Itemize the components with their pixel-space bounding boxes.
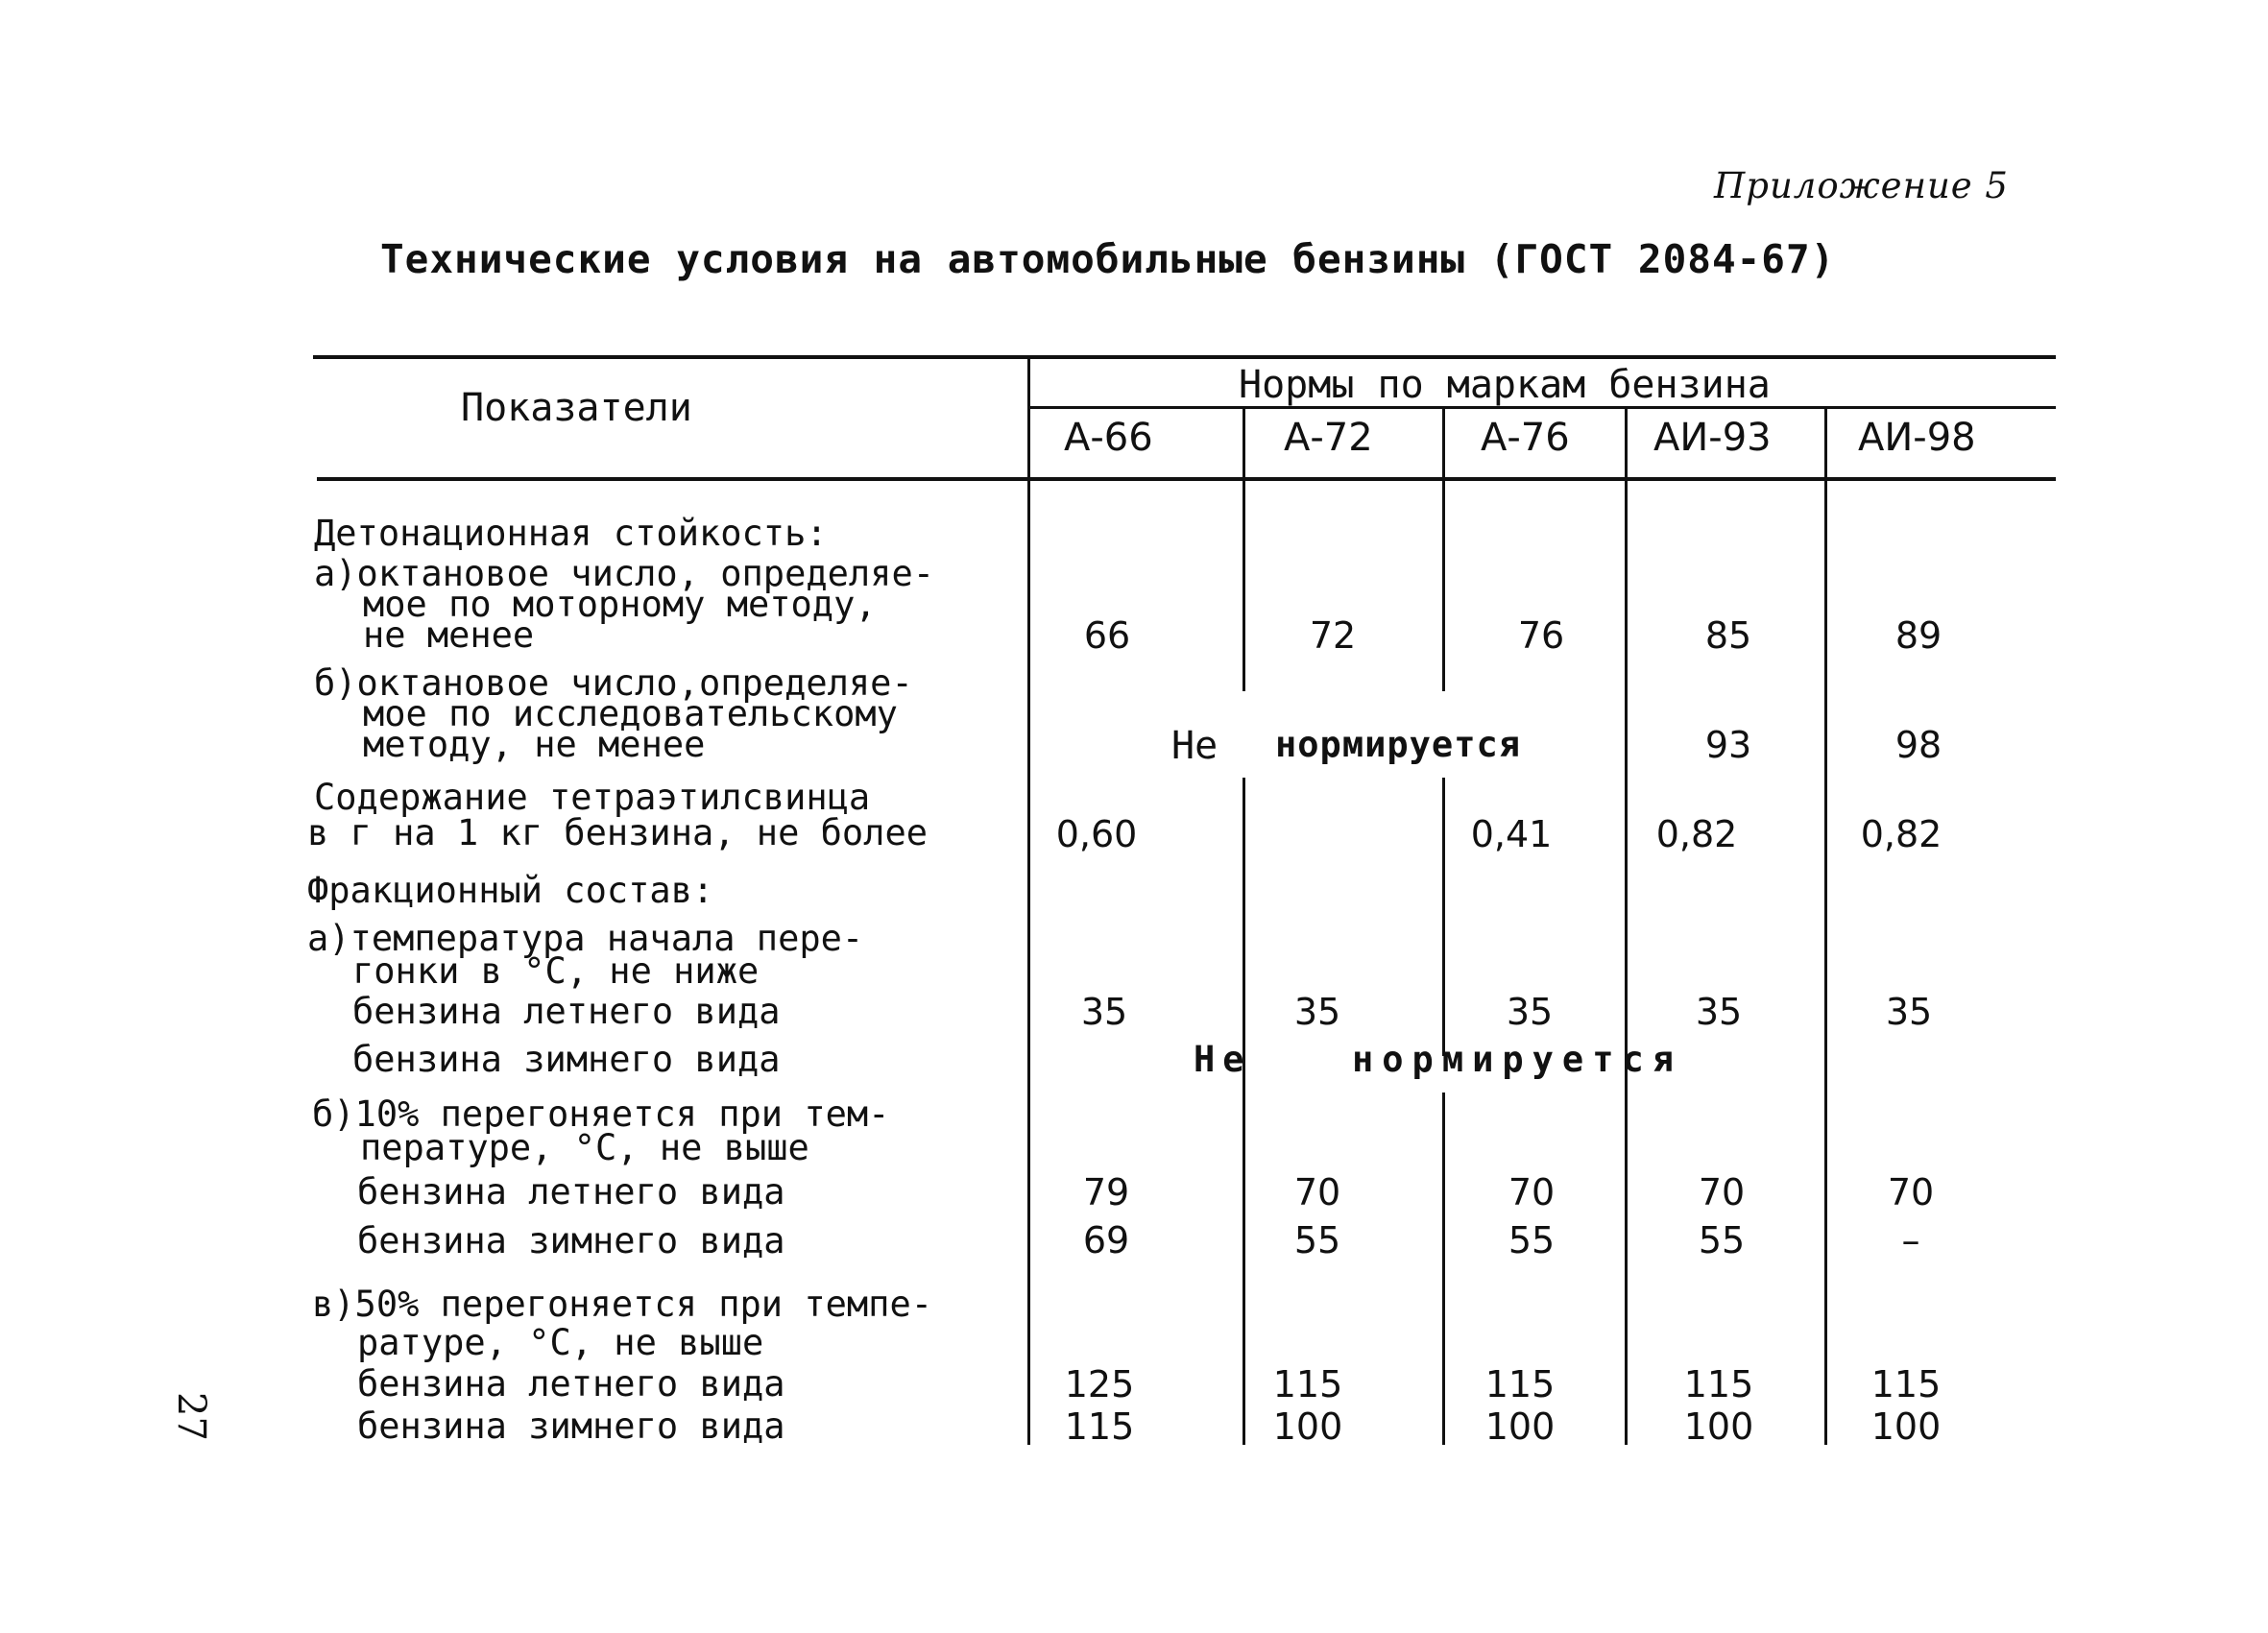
not-normed-text: Не: [1194, 1039, 1252, 1080]
summer-label: бензина летнего вида: [357, 1363, 785, 1405]
value-cell: 100: [1870, 1405, 1942, 1448]
table-top-rule: [313, 355, 2056, 359]
column-divider: [1243, 778, 1245, 1445]
grade-a76: А-76: [1481, 416, 1570, 460]
winter-label: бензина зимнего вида: [352, 1039, 781, 1080]
not-normed-text: Не: [1171, 724, 1218, 768]
grade-a66: А-66: [1064, 416, 1153, 460]
column-divider: [1027, 358, 1030, 480]
value-cell: 115: [1484, 1363, 1556, 1405]
value-cell: 0,82: [1655, 813, 1738, 855]
appendix-label: Приложение 5: [1714, 165, 2009, 206]
value-cell: 100: [1683, 1405, 1754, 1448]
value-cell: 35: [1080, 991, 1128, 1033]
distill-10-label: пературе, °С, не выше: [360, 1127, 809, 1168]
value-cell: 35: [1885, 991, 1933, 1033]
value-cell: 35: [1293, 991, 1341, 1033]
value-cell: 0,41: [1470, 813, 1553, 855]
value-cell: 70: [1508, 1171, 1556, 1213]
column-divider: [1625, 406, 1628, 480]
value-cell: 79: [1082, 1171, 1130, 1213]
grade-ai98: АИ-98: [1858, 416, 1976, 460]
value-cell: 100: [1272, 1405, 1343, 1448]
initial-boiling-label: а)температура начала пере-: [307, 918, 864, 959]
page-number: 27: [169, 1392, 213, 1441]
lead-content-label: Содержание тетраэтилсвинца: [314, 777, 871, 818]
value-cell: 100: [1484, 1405, 1556, 1448]
value-cell: 115: [1064, 1405, 1135, 1448]
norms-header: Нормы по маркам бензина: [1239, 363, 1771, 407]
value-cell: 69: [1082, 1219, 1130, 1261]
summer-label: бензина летнего вида: [352, 991, 781, 1032]
initial-boiling-label: гонки в °С, не ниже: [352, 950, 760, 992]
octane-motor-label: мое по моторному методу,: [363, 584, 877, 625]
value-cell: 115: [1870, 1363, 1942, 1405]
value-cell: 76: [1517, 614, 1565, 657]
page-title: Технические условия на автомобильные бензины (ГОСТ 2084-67): [380, 236, 1836, 282]
summer-label: бензина летнего вида: [357, 1171, 785, 1213]
value-cell: 89: [1894, 614, 1942, 657]
value-cell: 55: [1698, 1219, 1746, 1261]
value-cell: 55: [1293, 1219, 1341, 1261]
distill-50-label: в)50% перегоняется при темпе-: [312, 1284, 933, 1325]
value-cell: 0,60: [1055, 813, 1138, 855]
grade-ai93: АИ-93: [1653, 416, 1772, 460]
octane-motor-label: не менее: [363, 614, 535, 656]
value-cell: 70: [1293, 1171, 1341, 1213]
octane-motor-label: а)октановое число, определяе-: [314, 553, 935, 594]
value-cell: 93: [1704, 724, 1752, 766]
octane-research-label: мое по исследовательскому: [363, 693, 898, 734]
octane-research-label: методу, не менее: [363, 724, 706, 765]
value-cell: 0,82: [1860, 813, 1942, 855]
column-divider: [1442, 480, 1445, 691]
value-cell: –: [1901, 1219, 1920, 1261]
not-normed-text: нормируется: [1275, 724, 1522, 765]
value-cell: 125: [1064, 1363, 1135, 1405]
value-cell: 70: [1698, 1171, 1746, 1213]
column-divider: [1243, 406, 1245, 480]
header-bottom-rule: [317, 477, 2056, 481]
value-cell: 98: [1894, 724, 1942, 766]
distill-50-label: ратуре, °С, не выше: [357, 1322, 764, 1363]
octane-research-label: б)октановое число,определяе-: [314, 662, 913, 704]
column-divider: [1243, 480, 1245, 691]
value-cell: 115: [1272, 1363, 1343, 1405]
value-cell: 35: [1695, 991, 1743, 1033]
detonation-heading: Детонационная стойкость:: [314, 513, 828, 554]
grade-a72: А-72: [1284, 416, 1373, 460]
winter-label: бензина зимнего вида: [357, 1220, 785, 1261]
column-divider: [1442, 406, 1445, 480]
value-cell: 85: [1704, 614, 1752, 657]
indicators-header: Показатели: [461, 386, 692, 430]
winter-label: бензина зимнего вида: [357, 1405, 785, 1447]
value-cell: 66: [1083, 614, 1131, 657]
not-normed-text: нормируется: [1352, 1039, 1683, 1080]
distill-10-label: б)10% перегоняется при тем-: [312, 1093, 890, 1135]
column-divider: [1824, 406, 1827, 480]
value-cell: 70: [1887, 1171, 1935, 1213]
value-cell: 72: [1309, 614, 1357, 657]
lead-content-label: в г на 1 кг бензина, не более: [307, 812, 929, 853]
value-cell: 35: [1506, 991, 1554, 1033]
value-cell: 55: [1508, 1219, 1556, 1261]
value-cell: 115: [1683, 1363, 1754, 1405]
fraction-heading: Фракционный состав:: [307, 870, 714, 911]
